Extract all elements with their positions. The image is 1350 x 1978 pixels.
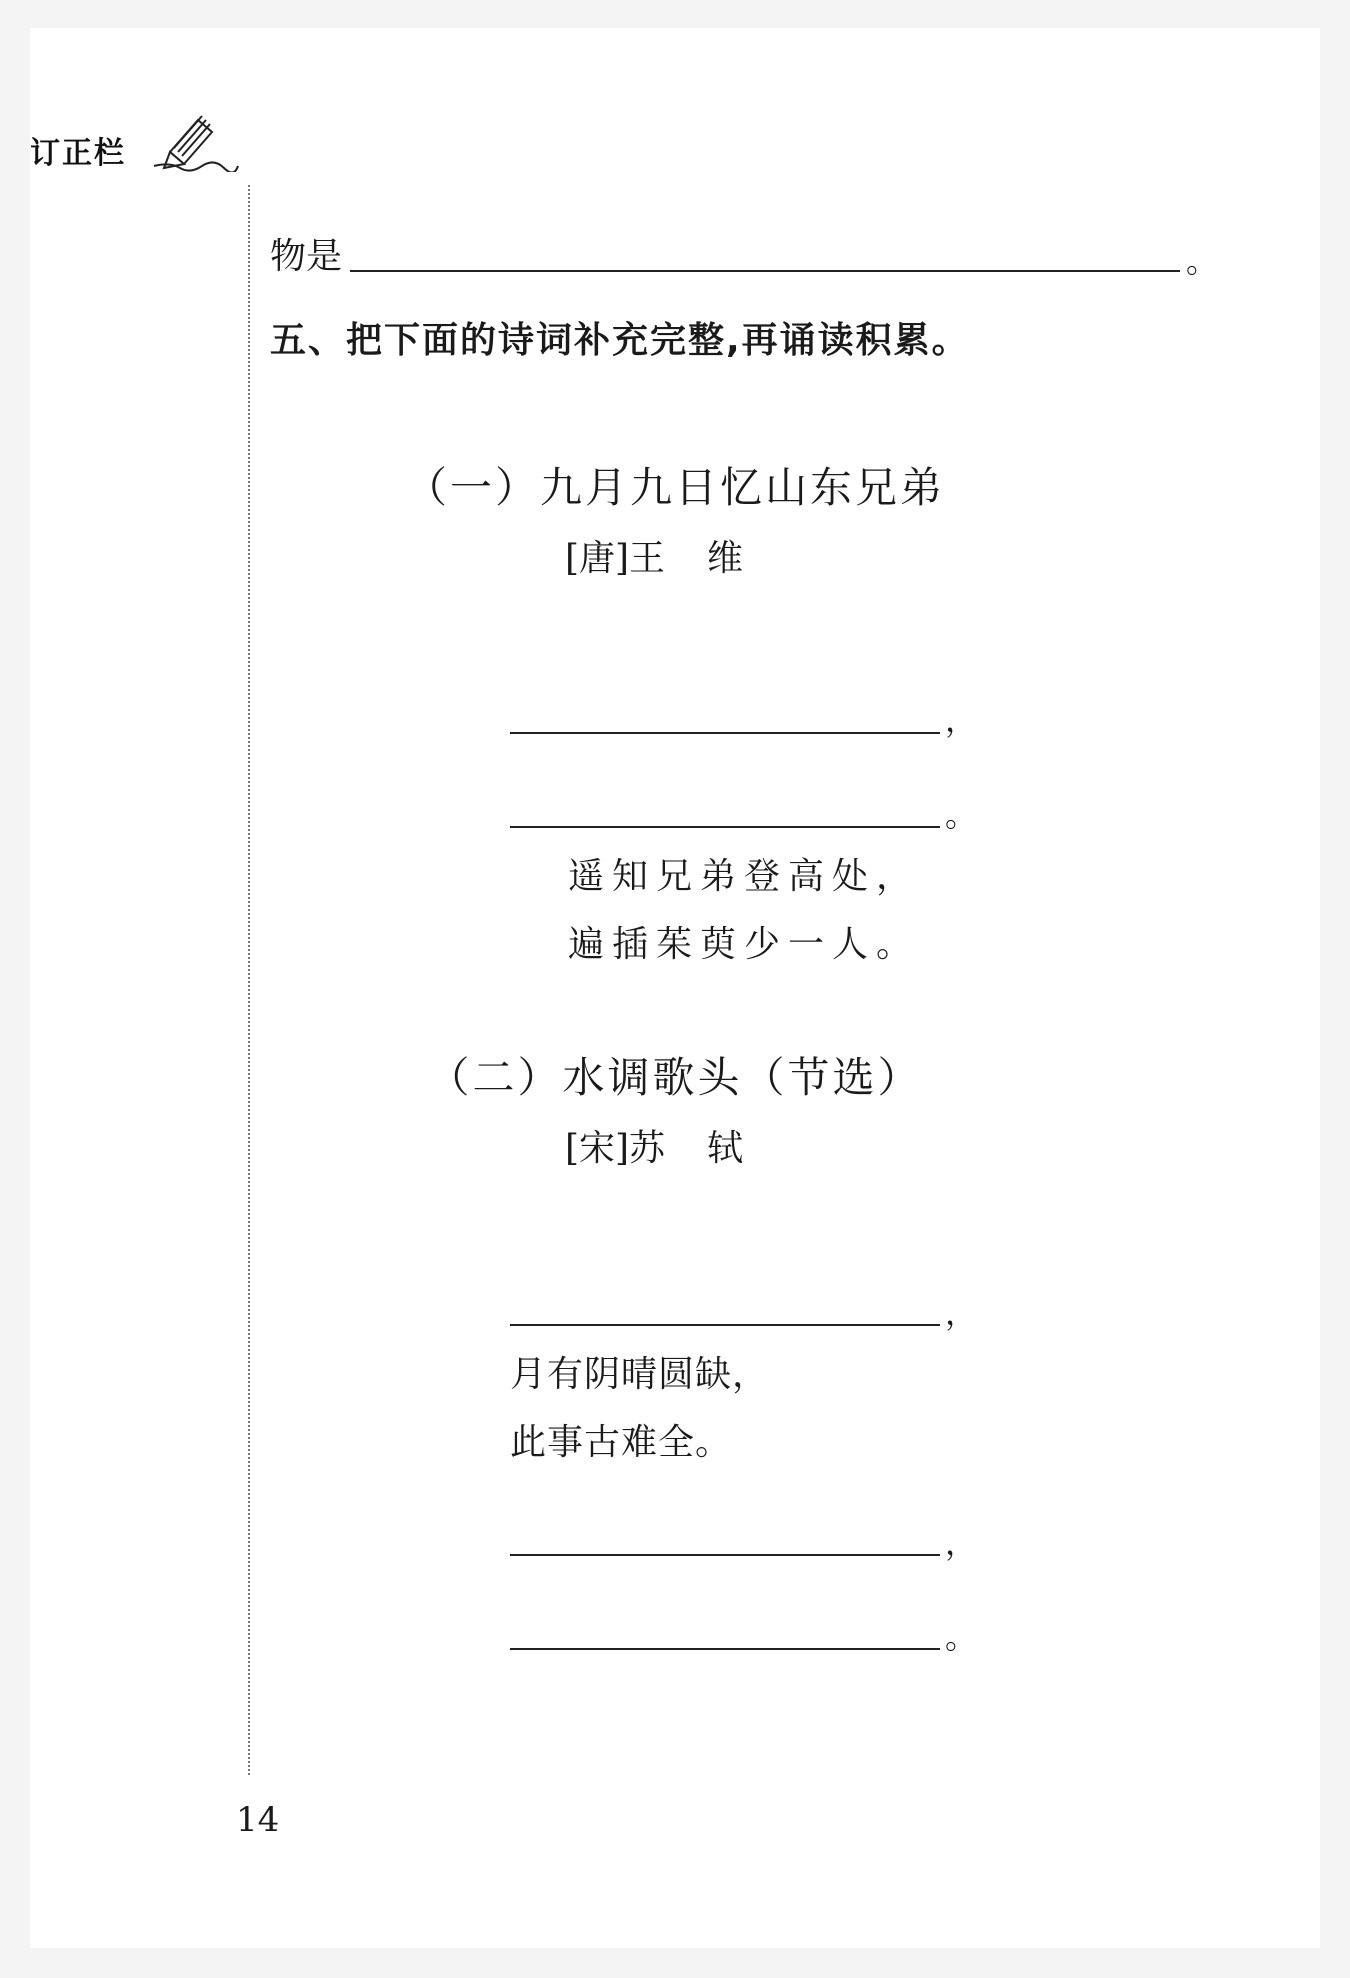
poem-title: （二）水调歌头（节选） [427, 1053, 923, 1102]
poem-line: 月有阴晴圆缺， [510, 1354, 770, 1395]
section-title: 五、把下面的诗词补充完整,再诵读积累。 [270, 320, 970, 361]
poem-author-name: 苏轼 [629, 1128, 786, 1169]
answer-blank-punct: 。 [1186, 242, 1219, 280]
margin-divider [248, 185, 250, 1775]
poem-author-name: 王维 [629, 538, 786, 579]
poem-blank-punct: ， [945, 1294, 978, 1332]
answer-blank[interactable] [350, 270, 1180, 272]
poem-blank-punct: ， [945, 701, 978, 739]
poem-dynasty: [唐] [564, 538, 630, 579]
poem-dynasty: [宋] [564, 1128, 630, 1169]
poem-line: 此事古难全。 [510, 1422, 733, 1463]
previous-question-prefix: 物是 [270, 236, 343, 277]
poem-blank-punct: 。 [945, 1618, 978, 1656]
pencil-icon [150, 112, 240, 172]
poem-title: （一）九月九日忆山东兄弟 [404, 463, 945, 512]
poem-line: 遍插茱萸少一人。 [568, 924, 921, 965]
poem-blank-line[interactable] [510, 1324, 940, 1326]
poem-blank-line[interactable] [510, 1554, 940, 1556]
poem-line: 遥知兄弟登高处， [568, 856, 921, 897]
poem-blank-line[interactable] [510, 732, 940, 734]
poem-blank-punct: 。 [945, 796, 978, 834]
poem-blank-line[interactable] [510, 826, 940, 828]
poem-blank-line[interactable] [510, 1648, 940, 1650]
page-number: 14 [236, 1800, 280, 1840]
poem-author [0, 1120, 1350, 1171]
poem-blank-punct: ， [945, 1524, 978, 1562]
correction-column-label: 订正栏 [30, 136, 126, 171]
poem-author [0, 530, 1350, 581]
